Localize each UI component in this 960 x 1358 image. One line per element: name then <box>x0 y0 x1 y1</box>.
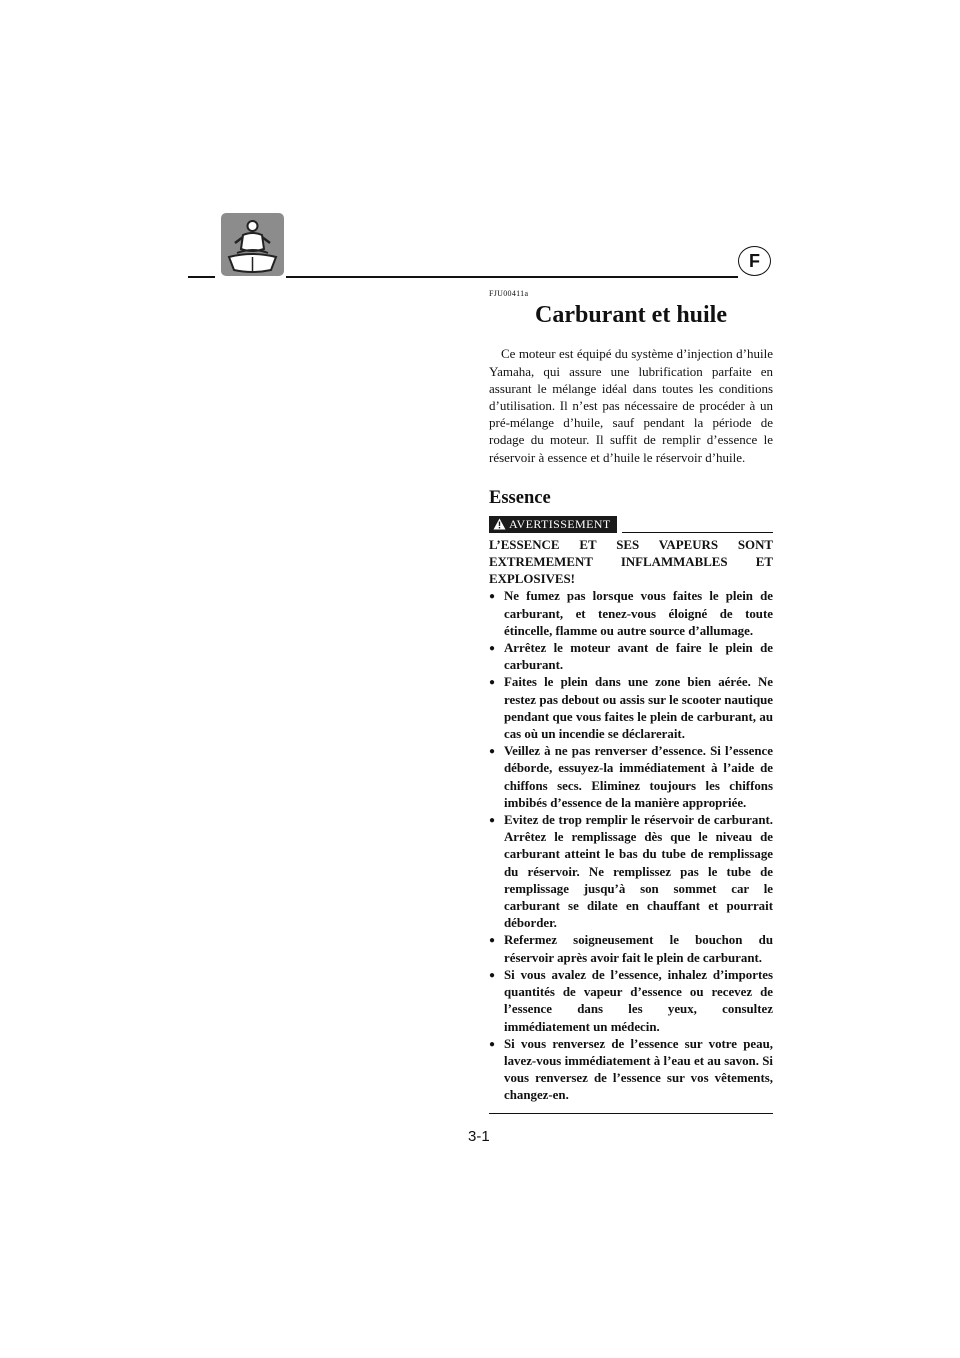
bullet-icon: ● <box>489 969 496 981</box>
bullet-icon: ● <box>489 746 496 758</box>
intro-paragraph: Ce moteur est équipé du système d’injection d’huile Yamaha, qui assure une lubrification parfaite en assurant le mélange idéal dans toutes les conditions d’utilisation. Il n’est pas nécessaire de procéder à un pré-mélange d’huile, sauf pendant la période de rodage du moteur. Il suffit de remplir d’essence le réservoir à essence et d’huile le réservoir d’huile. <box>489 346 773 465</box>
section-code: FJU00411a <box>489 289 529 298</box>
list-item: ● Si vous avalez de l’essence, inhalez d’importes quantités de vapeur d’essence ou recevez de l’essence dans les yeux, consultez immédiatement un médecin. <box>489 967 773 1034</box>
page-title: Carburant et huile <box>535 302 727 328</box>
jet-ski-rider-icon <box>221 213 284 276</box>
warning-lead: L’ESSENCE ET SES VAPEURS SONT EXTREMEMENT INFLAMMABLES ET EXPLOSIVES! <box>489 537 773 587</box>
list-item: ● Si vous renversez de l’essence sur votre peau, lavez-vous immédiatement à l’eau et au savon. Si vous renversez de l’essence sur vos vêtements, changez-en. <box>489 1036 773 1103</box>
warning-box <box>489 515 773 1114</box>
bullet-icon: ● <box>489 1038 496 1050</box>
list-item: ● Veillez à ne pas renverser d’essence. Si l’essence déborde, essuyez-la immédiatement à l’aide de chiffons secs. Eliminez toujours les chiffons imbibés d’essence de la manière appropriée. <box>489 744 773 810</box>
header-rule-right <box>286 276 738 278</box>
page-number: 3-1 <box>468 1128 490 1145</box>
bullet-icon: ● <box>489 935 496 947</box>
list-item: ● Ne fumez pas lorsque vous faites le plein de carburant, et tenez-vous éloigné de toute étincelle, flamme ou autre source d’allumage. <box>489 589 773 638</box>
list-item: ● Faites le plein dans une zone bien aérée. Ne restez pas debout ou assis sur le scooter nautique pendant que vous faites le plein de carburant, au cas où un incendie se déclarerait. <box>489 675 773 742</box>
warning-label-text: AVERTISSEMENT <box>509 516 611 531</box>
bullet-icon: ● <box>489 815 496 827</box>
bullet-icon: ● <box>489 677 496 689</box>
warning-end-rule <box>489 1113 773 1114</box>
list-item: ● Refermez soigneusement le bouchon du réservoir après avoir fait le plein de carburant. <box>489 933 773 965</box>
warning-label <box>489 516 617 533</box>
header-rule-left <box>188 276 215 278</box>
warning-list <box>489 588 773 1104</box>
section-title-essence: Essence <box>489 487 551 508</box>
bullet-icon: ● <box>489 643 496 655</box>
warning-header-rule <box>622 532 773 533</box>
warning-header <box>489 515 773 533</box>
main-content <box>489 289 773 1114</box>
bullet-icon: ● <box>489 591 496 603</box>
language-badge: F <box>738 246 771 276</box>
warning-triangle-icon <box>493 518 506 530</box>
list-item: ● Evitez de trop remplir le réservoir de carburant. Arrêtez le remplissage dès que le niveau de carburant atteint le bas du tube de remplissage du réservoir. Ne remplissez pas le tube de remplissage jusqu’à son sommet car le carburant se dilate en chauffant et pourrait déborder. <box>489 813 773 931</box>
list-item: ● Arrêtez le moteur avant de faire le plein de carburant. <box>489 641 773 673</box>
